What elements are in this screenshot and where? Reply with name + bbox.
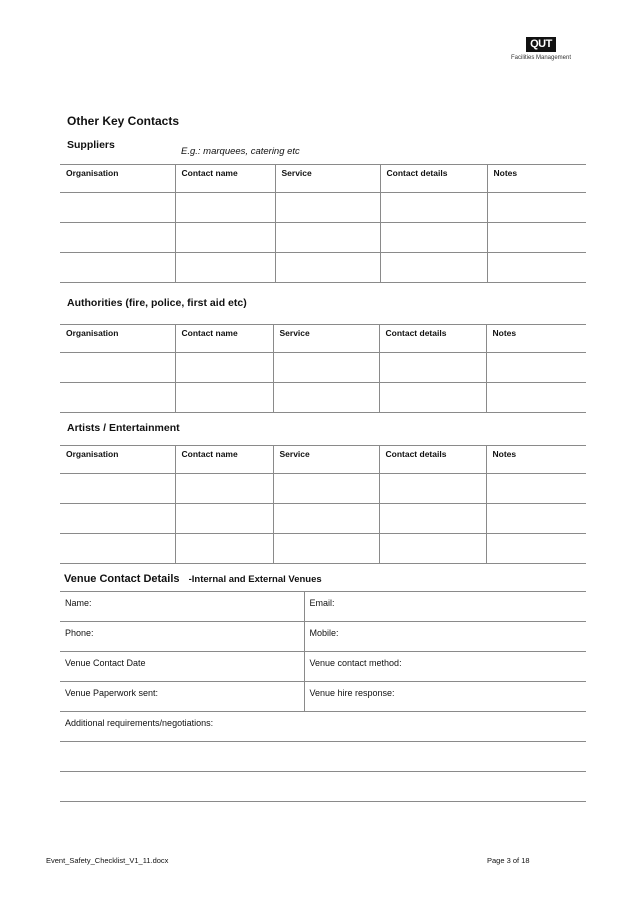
table-cell[interactable]: [380, 193, 487, 223]
table-cell[interactable]: [486, 534, 586, 564]
column-header: Organisation: [60, 165, 175, 193]
column-header: Contact name: [175, 325, 273, 353]
column-header: Contact details: [379, 325, 486, 353]
table-cell[interactable]: [275, 223, 380, 253]
table-cell[interactable]: [175, 223, 275, 253]
table-cell[interactable]: [380, 253, 487, 283]
venue-row: [60, 652, 586, 682]
table-row: [60, 474, 586, 504]
venue-mobile-field[interactable]: Mobile:: [304, 622, 586, 652]
venue-contact-date-field[interactable]: Venue Contact Date: [60, 652, 304, 682]
table-cell[interactable]: [379, 534, 486, 564]
suppliers-heading: Suppliers: [67, 139, 115, 151]
venue-heading: [64, 573, 322, 585]
artists-heading: Artists / Entertainment: [67, 422, 180, 434]
venue-phone-field[interactable]: Phone:: [60, 622, 304, 652]
column-header: Contact details: [380, 165, 487, 193]
table-row: [60, 383, 586, 413]
table-cell[interactable]: [487, 223, 586, 253]
venue-row: [60, 622, 586, 652]
table-cell[interactable]: [175, 474, 273, 504]
table-cell[interactable]: [60, 193, 175, 223]
qut-logo: [506, 34, 576, 61]
logo-subtitle: Facilities Management: [510, 55, 572, 61]
logo-mark: QUT: [526, 37, 556, 52]
table-cell[interactable]: [273, 504, 379, 534]
suppliers-hint: E.g.: marquees, catering etc: [181, 146, 300, 157]
column-header: Service: [275, 165, 380, 193]
table-cell[interactable]: [380, 223, 487, 253]
table-cell[interactable]: [275, 253, 380, 283]
additional-requirements-line[interactable]: [60, 742, 586, 772]
table-cell[interactable]: [175, 253, 275, 283]
venue-contact-method-field[interactable]: Venue contact method:: [304, 652, 586, 682]
table-cell[interactable]: [60, 223, 175, 253]
table-cell[interactable]: [275, 193, 380, 223]
column-header: Contact name: [175, 446, 273, 474]
table-header-row: [60, 325, 586, 353]
table-cell[interactable]: [60, 534, 175, 564]
table-cell[interactable]: [60, 253, 175, 283]
table-cell[interactable]: [175, 193, 275, 223]
table-row: [60, 534, 586, 564]
column-header: Organisation: [60, 446, 175, 474]
table-cell[interactable]: [379, 353, 486, 383]
column-header: Service: [273, 446, 379, 474]
table-cell[interactable]: [175, 353, 273, 383]
venue-row: [60, 592, 586, 622]
table-row: [60, 253, 586, 283]
table-cell[interactable]: [273, 474, 379, 504]
table-cell[interactable]: [273, 383, 379, 413]
table-cell[interactable]: [486, 504, 586, 534]
table-row: [60, 223, 586, 253]
table-cell[interactable]: [175, 504, 273, 534]
column-header: Organisation: [60, 325, 175, 353]
additional-requirements-line[interactable]: [60, 772, 586, 802]
table-cell[interactable]: [175, 534, 273, 564]
table-cell[interactable]: [175, 383, 273, 413]
table-cell[interactable]: [273, 353, 379, 383]
table-cell[interactable]: [379, 383, 486, 413]
table-cell[interactable]: [60, 383, 175, 413]
table-row: [60, 353, 586, 383]
table-row: [60, 193, 586, 223]
table-cell[interactable]: [487, 193, 586, 223]
table-cell[interactable]: [487, 253, 586, 283]
table-cell[interactable]: [60, 353, 175, 383]
venue-row: [60, 742, 586, 772]
column-header: Contact name: [175, 165, 275, 193]
venue-name-field[interactable]: Name:: [60, 592, 304, 622]
page-title: Other Key Contacts: [67, 114, 180, 128]
table-row: [60, 504, 586, 534]
column-header: Notes: [487, 165, 586, 193]
suppliers-table: [60, 164, 586, 283]
table-cell[interactable]: [379, 504, 486, 534]
venue-title: Venue Contact Details: [64, 573, 180, 585]
table-header-row: [60, 446, 586, 474]
table-cell[interactable]: [486, 474, 586, 504]
table-header-row: [60, 165, 586, 193]
venue-email-field[interactable]: Email:: [304, 592, 586, 622]
table-cell[interactable]: [60, 504, 175, 534]
table-cell[interactable]: [379, 474, 486, 504]
column-header: Contact details: [379, 446, 486, 474]
authorities-heading: Authorities (fire, police, first aid etc): [67, 297, 247, 309]
column-header: Notes: [486, 446, 586, 474]
artists-table: [60, 445, 586, 564]
venue-row: [60, 682, 586, 712]
table-cell[interactable]: [486, 353, 586, 383]
venue-paperwork-field[interactable]: Venue Paperwork sent:: [60, 682, 304, 712]
table-cell[interactable]: [273, 534, 379, 564]
venue-hire-response-field[interactable]: Venue hire response:: [304, 682, 586, 712]
table-cell[interactable]: [60, 474, 175, 504]
additional-requirements-field[interactable]: Additional requirements/negotiations:: [60, 712, 586, 742]
venue-row: [60, 712, 586, 742]
venue-row: [60, 772, 586, 802]
venue-contact-table: [60, 591, 586, 802]
column-header: Service: [273, 325, 379, 353]
authorities-table: [60, 324, 586, 413]
venue-subtitle: -Internal and External Venues: [188, 574, 322, 585]
footer-page-number: Page 3 of 18: [487, 856, 530, 865]
table-cell[interactable]: [486, 383, 586, 413]
column-header: Notes: [486, 325, 586, 353]
footer-filename: Event_Safety_Checklist_V1_11.docx: [46, 856, 169, 865]
